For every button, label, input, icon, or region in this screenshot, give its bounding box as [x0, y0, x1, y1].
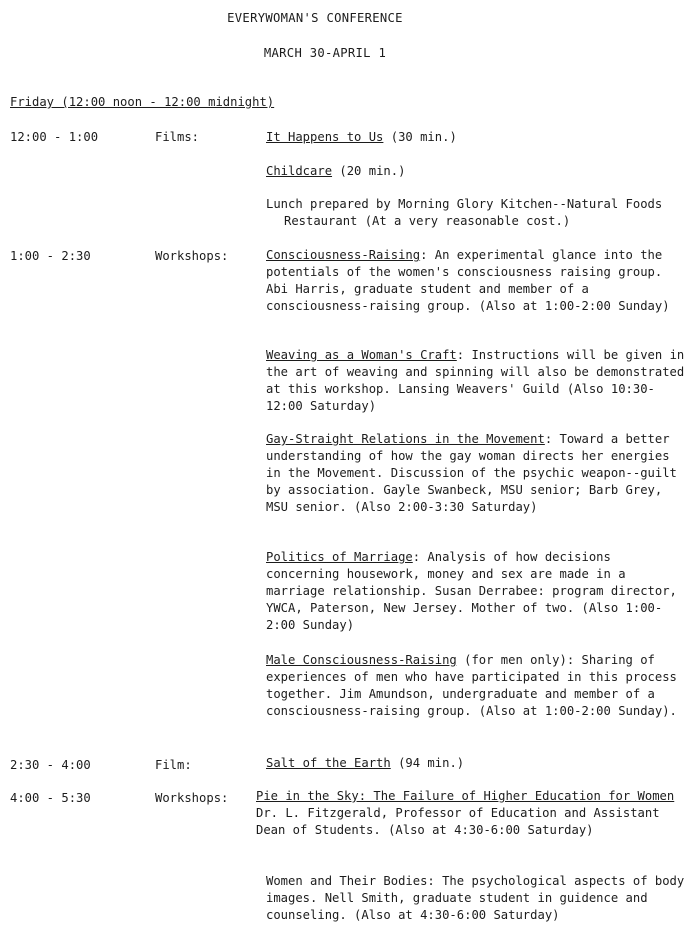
slot-category: Film: — [155, 758, 192, 772]
entry-title: Pie in the Sky: The Failure of Higher Education for Women — [256, 789, 675, 803]
entry-title: Childcare — [266, 164, 333, 178]
slot-entry — [266, 755, 691, 772]
entry-text: : An experimental glance into the potentials of the women's consciousness raising group. Abi Harris, graduate student and member of a consciousness-raising group. (Also at 1:00-2:00 Sunday) — [266, 248, 670, 313]
slot-entry — [266, 347, 691, 415]
entry-text: : Instructions will be given in the art of weaving and spinning will also be demonstrated at this workshop. Lansing Weavers' Guild (Also 10:30-12:00 Saturday) — [266, 348, 685, 413]
slot-entry — [266, 431, 691, 516]
slot-time: 1:00 - 2:30 — [10, 249, 91, 263]
slot-time: 4:00 - 5:30 — [10, 791, 91, 805]
slot-entry — [266, 163, 691, 180]
conference-title: EVERYWOMAN'S CONFERENCE — [227, 11, 403, 25]
conference-dates: MARCH 30-APRIL 1 — [263, 46, 387, 60]
slot-time: 2:30 - 4:00 — [10, 758, 91, 772]
slot-category: Workshops: — [155, 249, 229, 263]
day-heading: Friday (12:00 noon - 12:00 midnight) — [10, 95, 275, 109]
entry-text: (94 min.) — [390, 756, 465, 770]
entry-title: Male Consciousness-Raising — [266, 653, 457, 667]
slot-entry — [266, 873, 686, 924]
slot-entry — [266, 549, 691, 634]
slot-category: Workshops: — [155, 791, 229, 805]
entry-title: Consciousness-Raising — [266, 248, 421, 262]
entry-title: Politics of Marriage — [266, 550, 413, 564]
entry-text: Women and Their Bodies: The psychological aspects of body images. Nell Smith, graduate student in guidence and counseling. (Also at 4:30-6:00 Saturday) — [266, 874, 685, 922]
slot-entry — [266, 247, 691, 315]
entry-text: (for men only): Sharing of experiences of men who have participated in this process together. Jim Amundson, undergraduate and member of a consciousness-raising group. (Also at 1:00-2:00 Sunday). — [266, 653, 677, 718]
slot-entry — [266, 129, 691, 146]
entry-title: Salt of the Earth — [266, 756, 391, 770]
slot-entry — [266, 652, 691, 720]
entry-text: (20 min.) — [332, 164, 406, 178]
entry-text: : Toward a better understanding of how the gay woman directs her energies in the Movement. Discussion of the psychic weapon--guilt by association. Gayle Swanbeck, MSU senior; Barb Grey, MSU senior. (Also 2:00-3:30 Saturday) — [266, 432, 677, 514]
entry-text: : Analysis of how decisions concerning housework, money and sex are made in a marriage relationship. Susan Derrabee: program director, YWCA, Paterson, New Jersey. Mother of two. (Also 1:00-2:00 Sunday) — [266, 550, 677, 632]
slot-entry — [266, 196, 689, 230]
slot-category: Films: — [155, 130, 200, 144]
entry-text: Dr. L. Fitzgerald, Professor of Education and Assistant Dean of Students. (Also at 4:30-6:00 Saturday) — [256, 806, 660, 837]
entry-title: It Happens to Us — [266, 130, 384, 144]
slot-time: 12:00 - 1:00 — [10, 130, 99, 144]
entry-title: Weaving as a Woman's Craft — [266, 348, 457, 362]
slot-entry — [256, 788, 691, 839]
entry-text: (30 min.) — [383, 130, 457, 144]
entry-text: Lunch prepared by Morning Glory Kitchen--Natural Foods Restaurant (At a very reasonable cost.) — [266, 197, 663, 228]
entry-title: Gay-Straight Relations in the Movement — [266, 432, 545, 446]
